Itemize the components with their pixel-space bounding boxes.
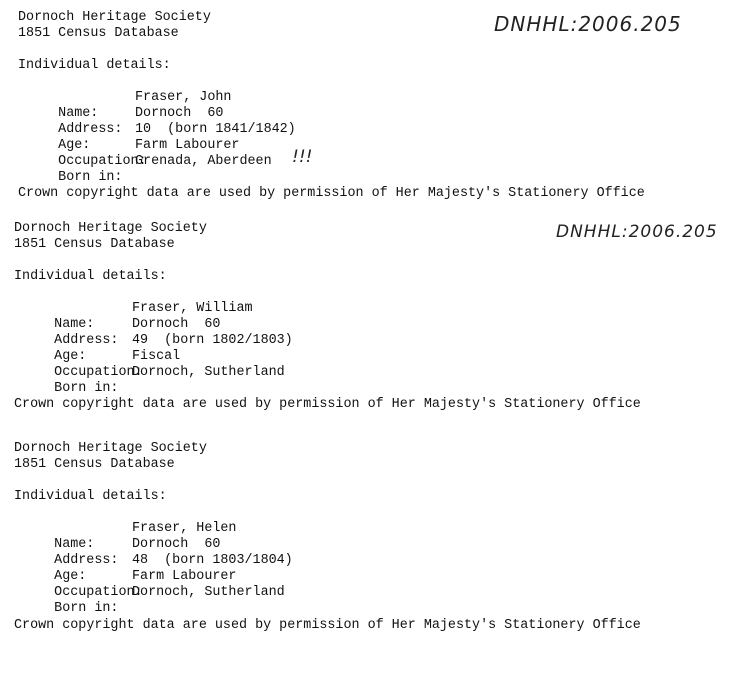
field-value-age: 48 (born 1803/1804) [132,553,293,568]
database-name: 1851 Census Database [14,237,175,252]
field-label: Occupation: [54,585,143,600]
org-name: Dornoch Heritage Society [18,10,211,25]
field-label: Born in: [54,601,119,616]
field-label: Address: [54,553,119,568]
field-value-age: 10 (born 1841/1842) [135,122,296,137]
field-label: Name: [58,106,99,121]
org-name: Dornoch Heritage Society [14,221,207,236]
section-heading: Individual details: [14,269,167,284]
field-label: Born in: [54,381,119,396]
field-label: Occupation: [54,365,143,380]
field-value-name: Fraser, John [135,90,232,105]
section-heading: Individual details: [18,58,171,73]
field-label: Name: [54,317,95,332]
field-value-age: 49 (born 1802/1803) [132,333,293,348]
field-value-address: Dornoch 60 [132,537,221,552]
field-label: Age: [54,569,87,584]
field-value-occupation: Fiscal [132,349,181,364]
field-label: Age: [58,138,91,153]
field-label: Name: [54,537,95,552]
section-heading: Individual details: [14,489,167,504]
field-label: Address: [58,122,123,137]
field-value-born-in: Dornoch, Sutherland [132,365,285,380]
field-value-born-in: Dornoch, Sutherland [132,585,285,600]
copyright-notice: Crown copyright data are used by permission of Her Majesty's Stationery Office [14,618,641,633]
field-value-address: Dornoch 60 [132,317,221,332]
field-value-name: Fraser, Helen [132,521,237,536]
field-value-occupation: Farm Labourer [135,138,240,153]
field-value-name: Fraser, William [132,301,253,316]
copyright-notice: Crown copyright data are used by permission of Her Majesty's Stationery Office [14,397,641,412]
handwritten-reference: DNHHL:2006.205 [556,222,718,242]
field-label: Address: [54,333,119,348]
field-value-born-in: Grenada, Aberdeen [135,154,272,169]
field-label: Born in: [58,170,123,185]
field-value-occupation: Farm Labourer [132,569,237,584]
field-label: Age: [54,349,87,364]
field-label: Occupation: [58,154,147,169]
copyright-notice: Crown copyright data are used by permission of Her Majesty's Stationery Office [18,186,645,201]
database-name: 1851 Census Database [18,26,179,41]
handwritten-reference: DNHHL:2006.205 [494,12,682,36]
org-name: Dornoch Heritage Society [14,441,207,456]
database-name: 1851 Census Database [14,457,175,472]
handwritten-annotation: !!! [292,147,313,167]
field-value-address: Dornoch 60 [135,106,224,121]
